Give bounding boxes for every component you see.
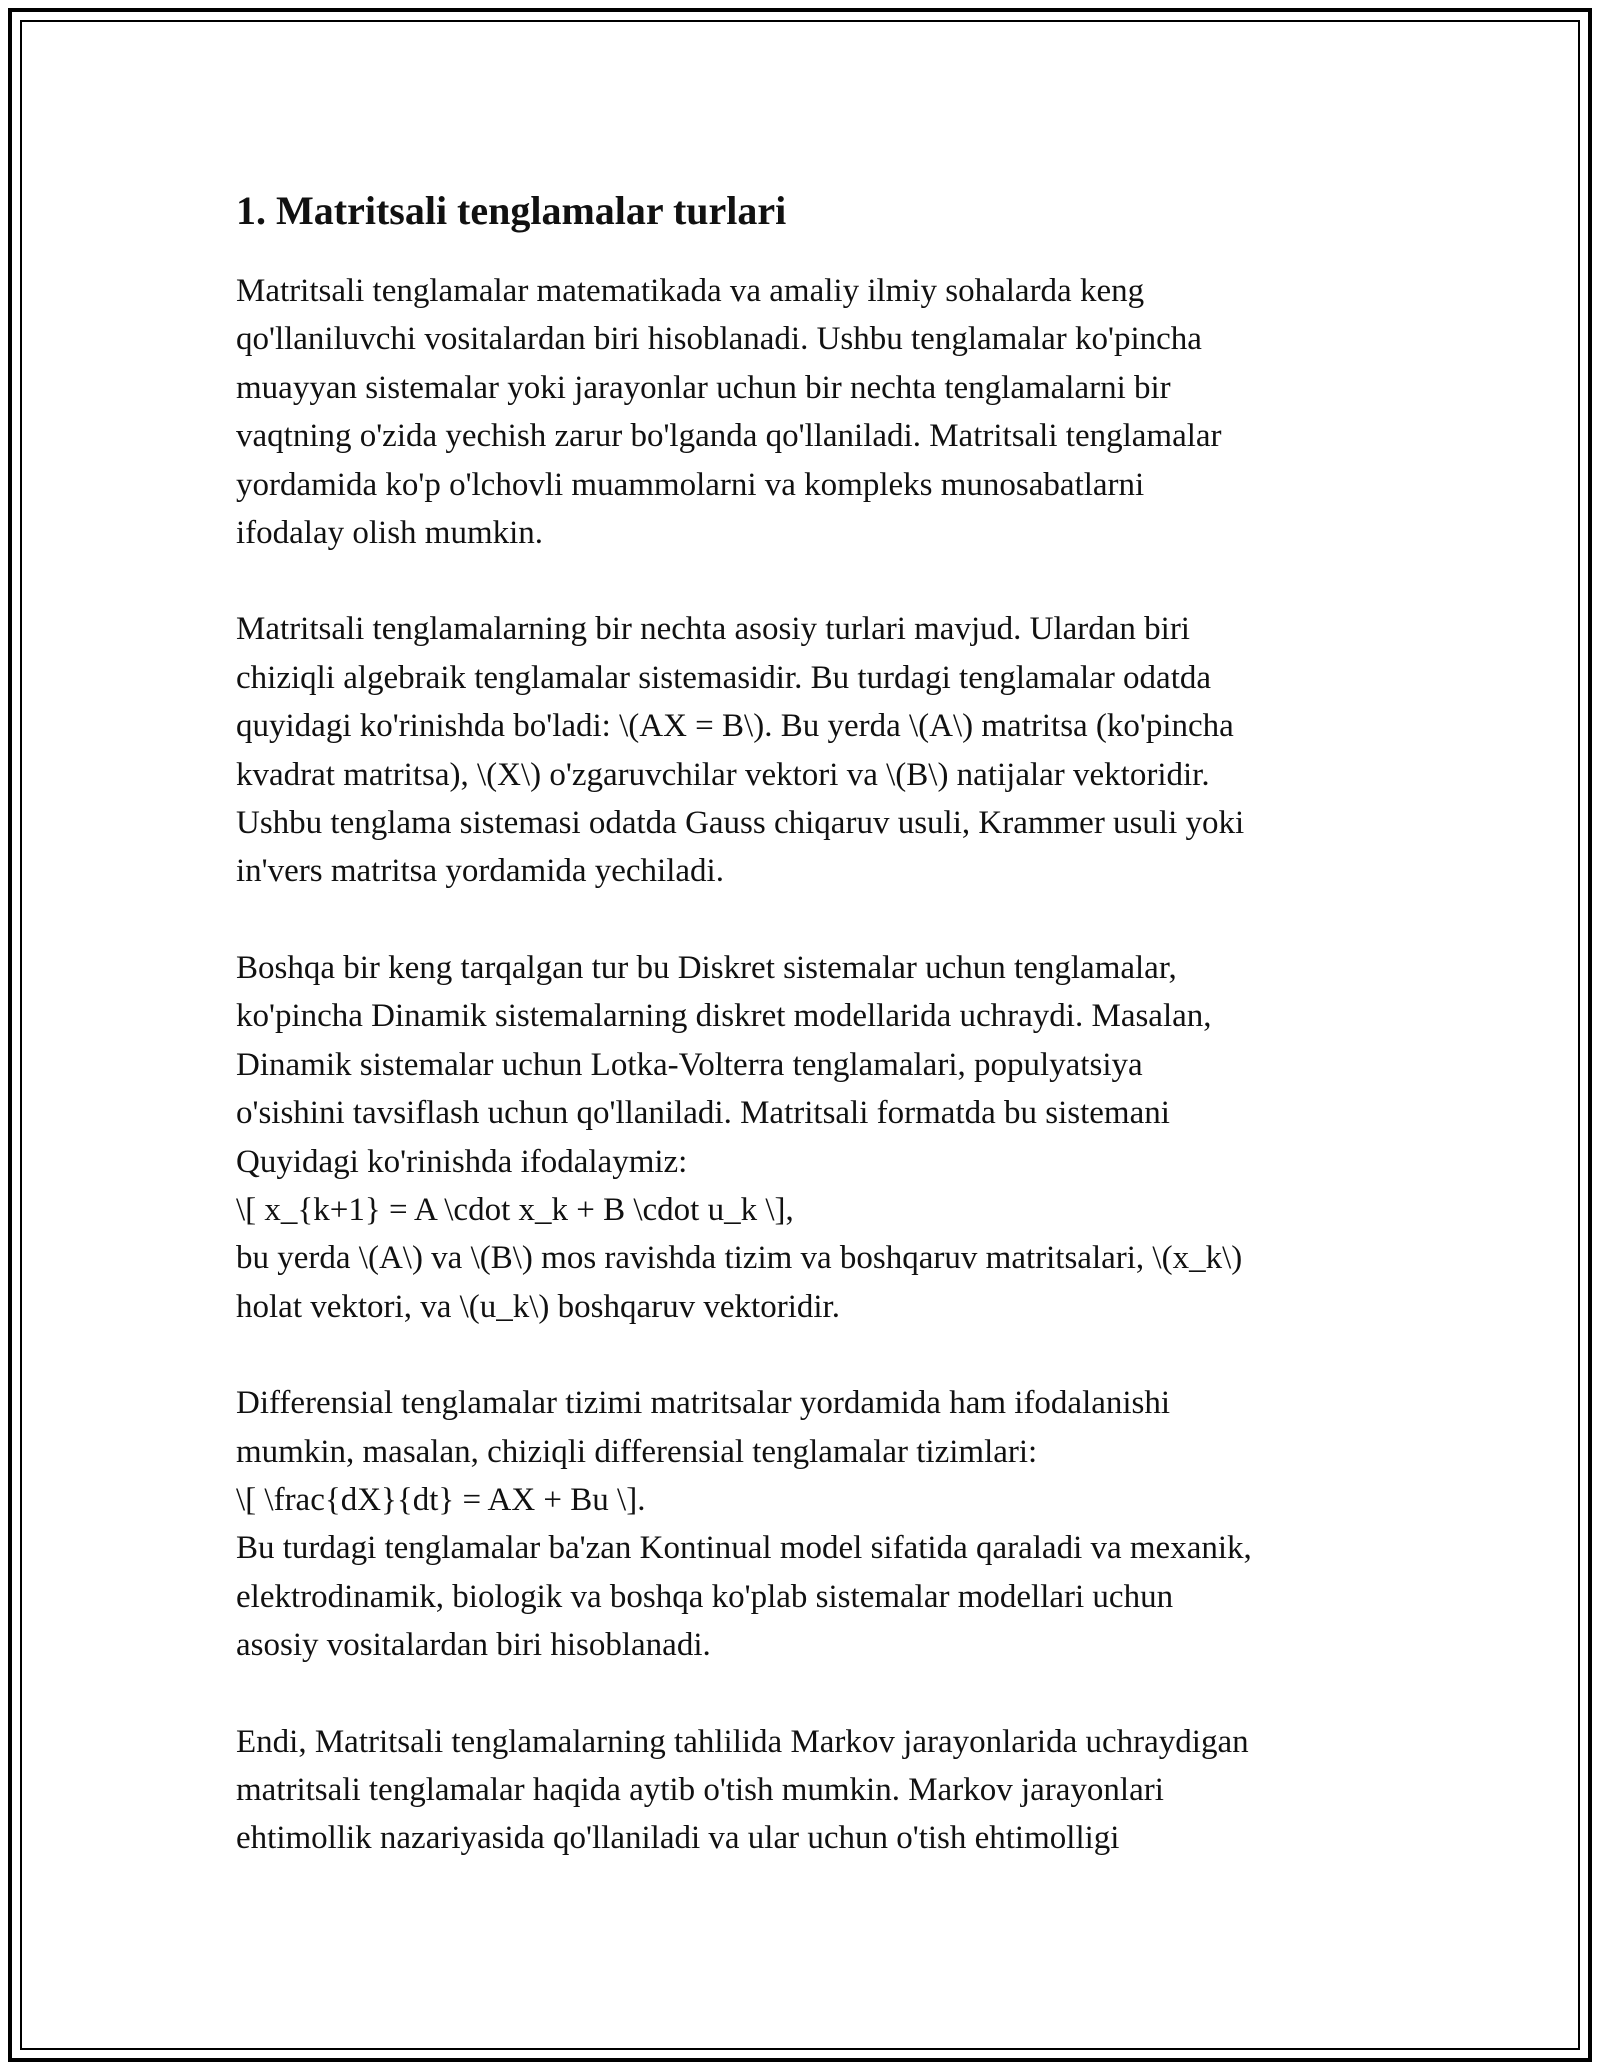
paragraph-linear-systems: Matritsali tenglamalarning bir nechta asosiy turlari mavjud. Ulardan biri chiziqli algebraik tenglamalar sistemasidir. Bu turdagi tenglamalar odatda quyidagi ko'rinishda bo'ladi: \(AX = B\). Bu yerda \(A\) matritsa (ko'pincha kvadrat matritsa), \(X\) o'zgaruvchilar vektori va \(B\) natijalar vektoridir. Ushbu tenglama sistemasi odatda Gauss chiqaruv usuli, Krammer usuli yoki in'vers matritsa yordamida yechiladi. xyxy=(236,611,1245,890)
paragraph-differential-systems: Differensial tenglamalar tizimi matritsalar yordamida ham ifodalanishi mumkin, masalan, chiziqli differensial tenglamalar tizimlari: \[ \frac{dX}{dt} = AX + Bu \]. Bu turdagi tenglamalar ba'zan Kontinual model sifatida qaraladi va mexanik, elektrodinamik, biologik va boshqa ko'plab sistemalar modellari uchun asosiy vositalardan biri hisoblanadi. xyxy=(236,1385,1252,1664)
paragraph-intro: Matritsali tenglamalar matematikada va amaliy ilmiy sohalarda keng qo'llaniluvchi vositalardan biri hisoblanadi. Ushbu tenglamalar ko'pincha muayyan sistemalar yoki jarayonlar uchun bir nechta tenglamalarni bir vaqtning o'zida yechish zarur bo'lganda qo'llaniladi. Matritsali tenglamalar yordamida ko'p o'lchovli muammolarni va kompleks munosabatlarni ifodalay olish mumkin. xyxy=(236,273,1222,552)
section-heading: 1. Matritsali tenglamalar turlari xyxy=(236,188,787,233)
paragraph-markov: Endi, Matritsali tenglamalarning tahlilida Markov jarayonlarida uchraydigan matritsali tenglamalar haqida aytib o'tish mumkin. Markov jarayonlari ehtimollik nazariyasida qo'llaniladi va ular uchun o'tish ehtimolligi xyxy=(236,1723,1249,1857)
document-body xyxy=(236,185,1386,1911)
paragraph-discrete-systems: Boshqa bir keng tarqalgan tur bu Diskret sistemalar uchun tenglamalar, ko'pincha Dinamik sistemalarning diskret modellarida uchraydi. Masalan, Dinamik sistemalar uchun Lotka-Volterra tenglamalari, populyatsiya o'sishini tavsiflash uchun qo'llaniladi. Matritsali formatda bu sistemani Quyidagi ko'rinishda ifodalaymiz: \[ x_{k+1} = A \cdot x_k + B \cdot u_k \], bu yerda \(A\) va \(B\) mos ravishda tizim va boshqaruv matritsalari, \(x_k\) holat vektori, va \(u_k\) boshqaruv vektoridir. xyxy=(236,949,1243,1325)
